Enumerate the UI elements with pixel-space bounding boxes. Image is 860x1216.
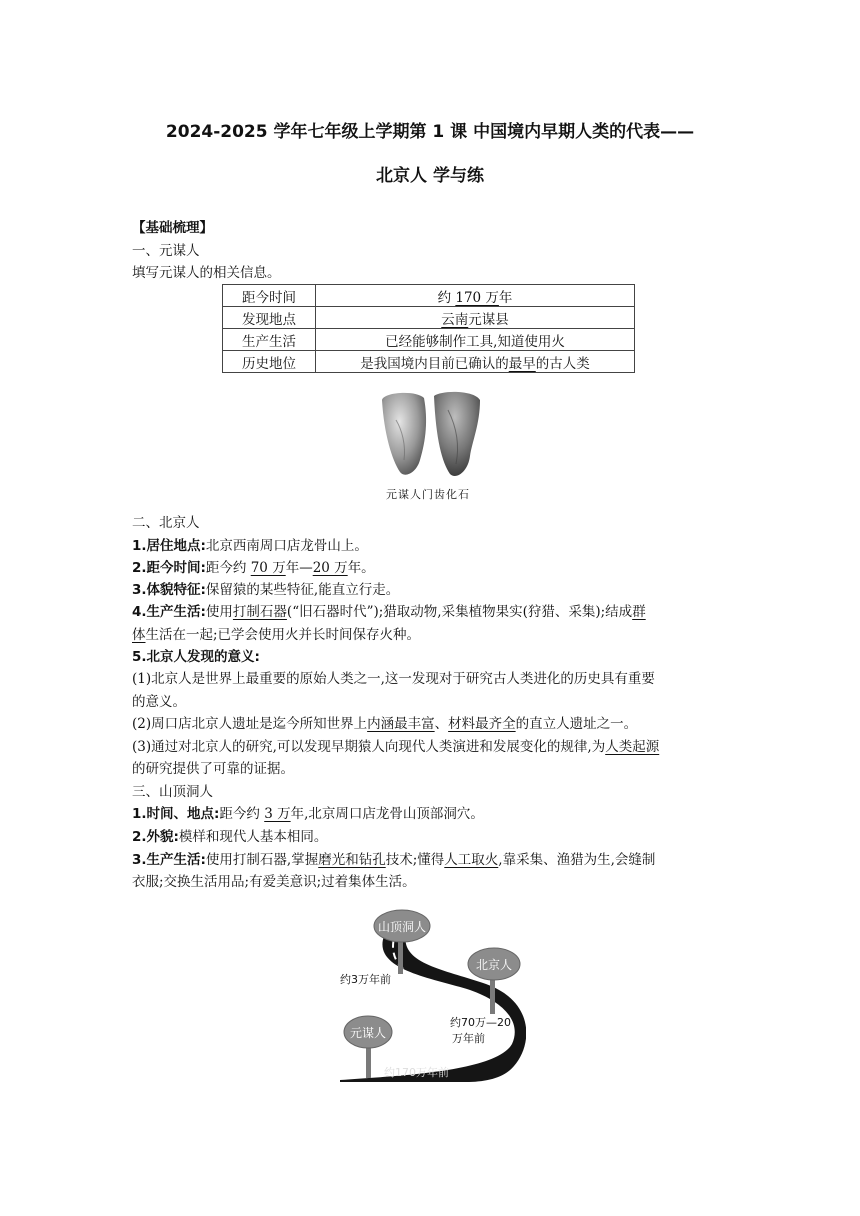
table-value: 是我国境内目前已确认的最早的古人类 xyxy=(316,351,635,373)
significance-2: (2)周口店北京人遗址是迄今所知世界上内涵最丰富、材料最齐全的直立人遗址之一。 xyxy=(132,716,638,732)
table-row xyxy=(223,285,635,307)
significance-3-line1: (3)通过对北京人的研究,可以发现早期猿人向现代人类演进和发展变化的规律,为人类起源 xyxy=(132,739,660,755)
sign-top-label: 山顶洞人 xyxy=(377,920,427,934)
table-key: 发现地点 xyxy=(223,307,316,329)
section-basic-heading: 【基础梳理】 xyxy=(132,220,213,236)
table-row xyxy=(223,307,635,329)
beijing-item-appearance: 3.体貌特征:保留猿的某些特征,能直立行走。 xyxy=(132,582,400,598)
beijing-item-life: 4.生产生活:使用打制石器(“旧石器时代”);猎取动物,采集植物果实(狩猎、采集);结成群 xyxy=(132,604,646,620)
timeline-road-diagram xyxy=(336,906,526,1084)
significance-3-line2: 的研究提供了可靠的证据。 xyxy=(132,761,294,777)
beijing-heading: 二、北京人 xyxy=(132,515,200,531)
shanding-heading: 三、山顶洞人 xyxy=(132,784,213,800)
beijing-item-life-cont: 体生活在一起;已学会使用火并长时间保存火种。 xyxy=(132,627,421,643)
shanding-item-life: 3.生产生活:使用打制石器,掌握磨光和钻孔技术;懂得人工取火,靠采集、渔猎为生,会缝制 xyxy=(132,852,656,868)
beijing-item-time: 2.距今时间:距今约 70 万年—20 万年。 xyxy=(132,560,375,576)
significance-1-line1: (1)北京人是世界上最重要的原始人类之一,这一发现对于研究古人类进化的历史具有重要 xyxy=(132,671,655,687)
beijing-item-residence: 1.居住地点:北京西南周口店龙骨山上。 xyxy=(132,538,368,554)
beijing-item-significance: 5.北京人发现的意义: xyxy=(132,649,260,665)
label-170w: 约170万年前 xyxy=(384,1066,449,1079)
page-title-line1: 2024-2025 学年七年级上学期第 1 课 中国境内早期人类的代表—— xyxy=(165,122,695,142)
label-70w-line2: 万年前 xyxy=(452,1032,485,1045)
yuanmou-heading: 一、元谋人 xyxy=(132,243,200,259)
tooth-fossil-caption: 元谋人门齿化石 xyxy=(386,488,470,501)
shanding-item-life-cont: 衣服;交换生活用品;有爱美意识;过着集体生活。 xyxy=(132,874,416,890)
label-3w: 约3万年前 xyxy=(340,973,391,986)
table-value: 云南元谋县 xyxy=(316,307,635,329)
tooth-fossil-image xyxy=(376,390,486,482)
label-70w-line1: 约70万—20 xyxy=(450,1016,511,1029)
table-key: 历史地位 xyxy=(223,351,316,373)
table-key: 生产生活 xyxy=(223,329,316,351)
table-value: 已经能够制作工具,知道使用火 xyxy=(316,329,635,351)
sign-left-label: 元谋人 xyxy=(349,1026,387,1040)
sign-right-label: 北京人 xyxy=(475,958,513,972)
table-row xyxy=(223,329,635,351)
shanding-item-time-place: 1.时间、地点:距今约 3 万年,北京周口店龙骨山顶部洞穴。 xyxy=(132,806,484,822)
table-key: 距今时间 xyxy=(223,285,316,307)
yuanmou-intro: 填写元谋人的相关信息。 xyxy=(132,265,281,281)
significance-1-line2: 的意义。 xyxy=(132,694,186,710)
table-value: 约 170 万年 xyxy=(316,285,635,307)
table-row xyxy=(223,351,635,373)
shanding-item-appearance: 2.外貌:模样和现代人基本相同。 xyxy=(132,829,328,845)
page-title-line2: 北京人 学与练 xyxy=(376,166,484,186)
yuanmou-info-table xyxy=(222,284,635,373)
